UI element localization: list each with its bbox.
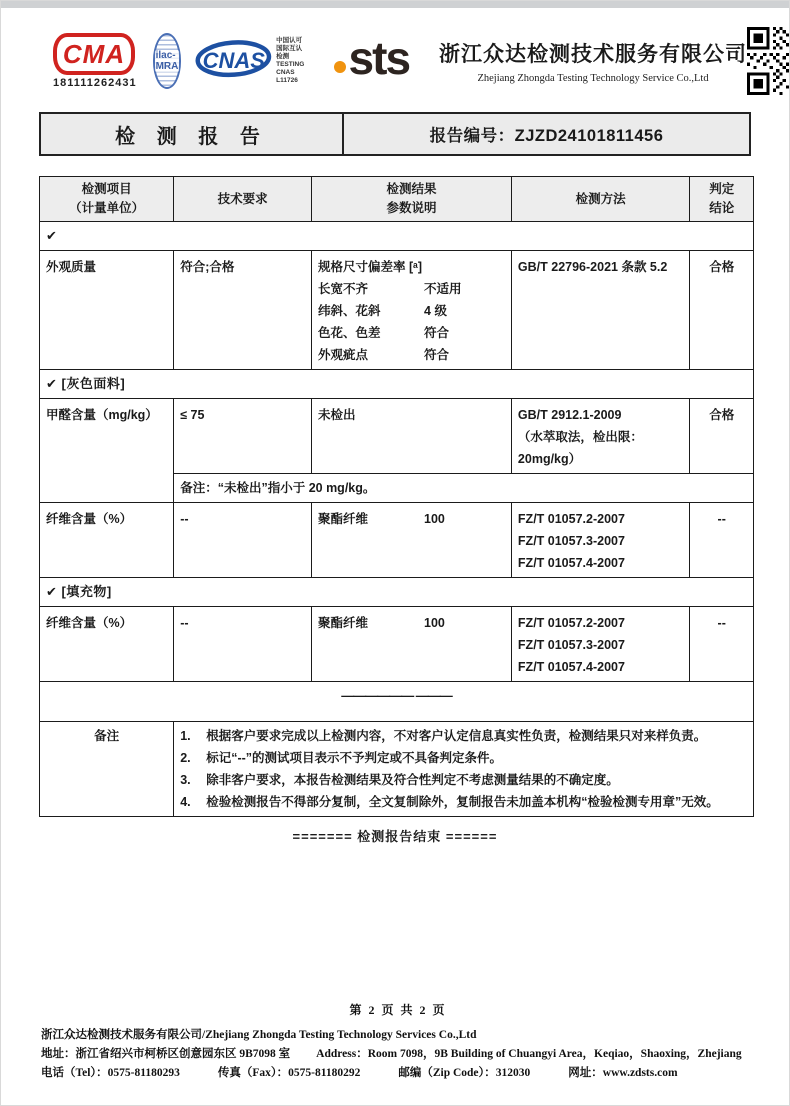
cell-requirement: ≤ 75 (174, 399, 312, 474)
cma-certificate-number: 181111262431 (53, 77, 137, 89)
company-block (439, 38, 747, 84)
col-header-method: 检测方法 (511, 177, 690, 222)
cell-verdict: -- (690, 503, 754, 578)
sts-logo (334, 32, 410, 84)
section-row-filling (40, 578, 754, 607)
company-name-cn: 浙江众达检测技术服务有限公司 (439, 43, 748, 66)
cell-method: GB/T 2912.1-2009 （水萃取法，检出限：20mg/kg） (511, 399, 690, 474)
header-logo-row (53, 22, 759, 100)
cell-requirement: 符合;合格 (174, 251, 312, 370)
cell-results: 规格尺寸偏差率 [ᵃ] 长宽不齐 不适用 纬斜、花斜 4 级 色花、色差 符合 外观疵点 符合 (312, 251, 512, 370)
cnas-logo (195, 37, 313, 85)
cell-result: 聚酯纤维 100 (312, 503, 512, 578)
cell-verdict: -- (690, 607, 754, 682)
row-formaldehyde (40, 399, 754, 474)
footer-web: 网址：www.zdsts.com (568, 1067, 678, 1079)
col-header-requirement: 技术要求 (174, 177, 312, 222)
report-number: 报告编号：ZJZD24101811456 (429, 127, 664, 145)
note-text: 备注：“未检出”指小于 20 mg/kg。 (174, 474, 754, 503)
checkmark-icon: ✔ (46, 584, 58, 599)
remark-item: 2. 标记“--”的测试项目表示不予判定或不具备判定条件。 (180, 751, 503, 765)
sts-orange-dot-icon (334, 61, 346, 73)
col-header-verdict: 判定 结论 (690, 177, 754, 222)
section-label: [填充物] (61, 584, 112, 599)
divider-row (40, 682, 754, 722)
cell-requirement: -- (174, 503, 312, 578)
cell-method: GB/T 22796-2021 条款 5.2 (511, 251, 690, 370)
report-title: 检 测 报 告 (41, 114, 344, 154)
footer-fax: 传真（Fax）：0575-81180292 (217, 1067, 361, 1079)
cma-label: CMA (62, 38, 126, 69)
remarks-row (40, 722, 754, 817)
cell-verdict: 合格 (690, 251, 754, 370)
cell-requirement: -- (174, 607, 312, 682)
scan-edge-strip (1, 1, 789, 8)
section-row-gray-fabric (40, 370, 754, 399)
results-table (39, 176, 754, 817)
checkmark-icon: ✔ (40, 222, 754, 251)
title-bar (39, 112, 751, 156)
footer-company-line: 浙江众达检测技术服务有限公司/Zhejiang Zhongda Testing Technology Services Co.,Ltd (41, 1029, 477, 1041)
end-of-report-marker: ======= 检测报告结束 ====== (292, 829, 498, 844)
remark-item: 4. 检验检测报告不得部分复制，全文复制除外，复制报告未加盖本机构“检验检测专用章”无效。 (180, 795, 719, 809)
cell-result: 未检出 (312, 399, 512, 474)
checkmark-icon: ✔ (46, 376, 58, 391)
cell-item: 外观质量 (40, 251, 174, 370)
col-header-result: 检测结果 参数说明 (312, 177, 512, 222)
footer-tel: 电话（Tel）：0575-81180293 (41, 1067, 180, 1079)
page-footer (41, 1001, 755, 1083)
qr-code-icon (747, 27, 790, 95)
row-fiber-content-filling (40, 607, 754, 682)
cnas-label: CNAS (202, 48, 265, 73)
cell-verdict: 合格 (690, 399, 754, 474)
footer-zip: 邮编（Zip Code）：312030 (398, 1067, 531, 1079)
remarks-label: 备注 (40, 722, 174, 817)
section-label: [灰色面料] (61, 376, 126, 391)
footer-address-line (41, 1045, 755, 1064)
ilac-mra-logo (153, 33, 182, 89)
row-fiber-content-gray (40, 503, 754, 578)
cell-item: 纤维含量（%） (40, 607, 174, 682)
remark-item: 1. 根据客户要求完成以上检测内容，不对客户认定信息真实性负责，检测结果只对来样负责。 (180, 729, 707, 743)
address-en: Address：Room 7098，9B Building of Chuangyi Area，Keqiao，Shaoxing，Zhejiang (316, 1048, 742, 1060)
remarks-content (174, 722, 754, 817)
row-appearance-quality (40, 251, 754, 370)
cma-logo (53, 33, 137, 89)
ilac-mra-label: ilac-MRA (155, 50, 179, 72)
table-header-row (40, 177, 754, 222)
footer-contact-line (41, 1064, 755, 1083)
cell-item: 纤维含量（%） (40, 503, 174, 578)
sts-label: sts (348, 32, 410, 84)
cell-result: 聚酯纤维 100 (312, 607, 512, 682)
company-name-en: Zhejiang Zhongda Testing Technology Service Co.,Ltd (477, 73, 709, 84)
cell-method: FZ/T 01057.2-2007 FZ/T 01057.3-2007 FZ/T 01057.4-2007 (511, 503, 690, 578)
cell-method: FZ/T 01057.2-2007 FZ/T 01057.3-2007 FZ/T 01057.4-2007 (511, 607, 690, 682)
cell-item: 甲醛含量（mg/kg） (40, 399, 174, 503)
address-cn: 地址：浙江省绍兴市柯桥区创意园东区 9B7098 室 (41, 1048, 291, 1060)
checkmark-row (40, 222, 754, 251)
divider-dashes: —————— ——— (40, 682, 754, 722)
qr-code (747, 27, 790, 95)
remark-item: 3. 除非客户要求，本报告检测结果及符合性判定不考虑测量结果的不确定度。 (180, 773, 619, 787)
cnas-accreditation-text: 中国认可 国际互认 检测 TESTING CNAS L11726 (276, 37, 305, 84)
col-header-item: 检测项目 （计量单位） (40, 177, 174, 222)
page-number: 第 2 页 共 2 页 (349, 1003, 447, 1017)
